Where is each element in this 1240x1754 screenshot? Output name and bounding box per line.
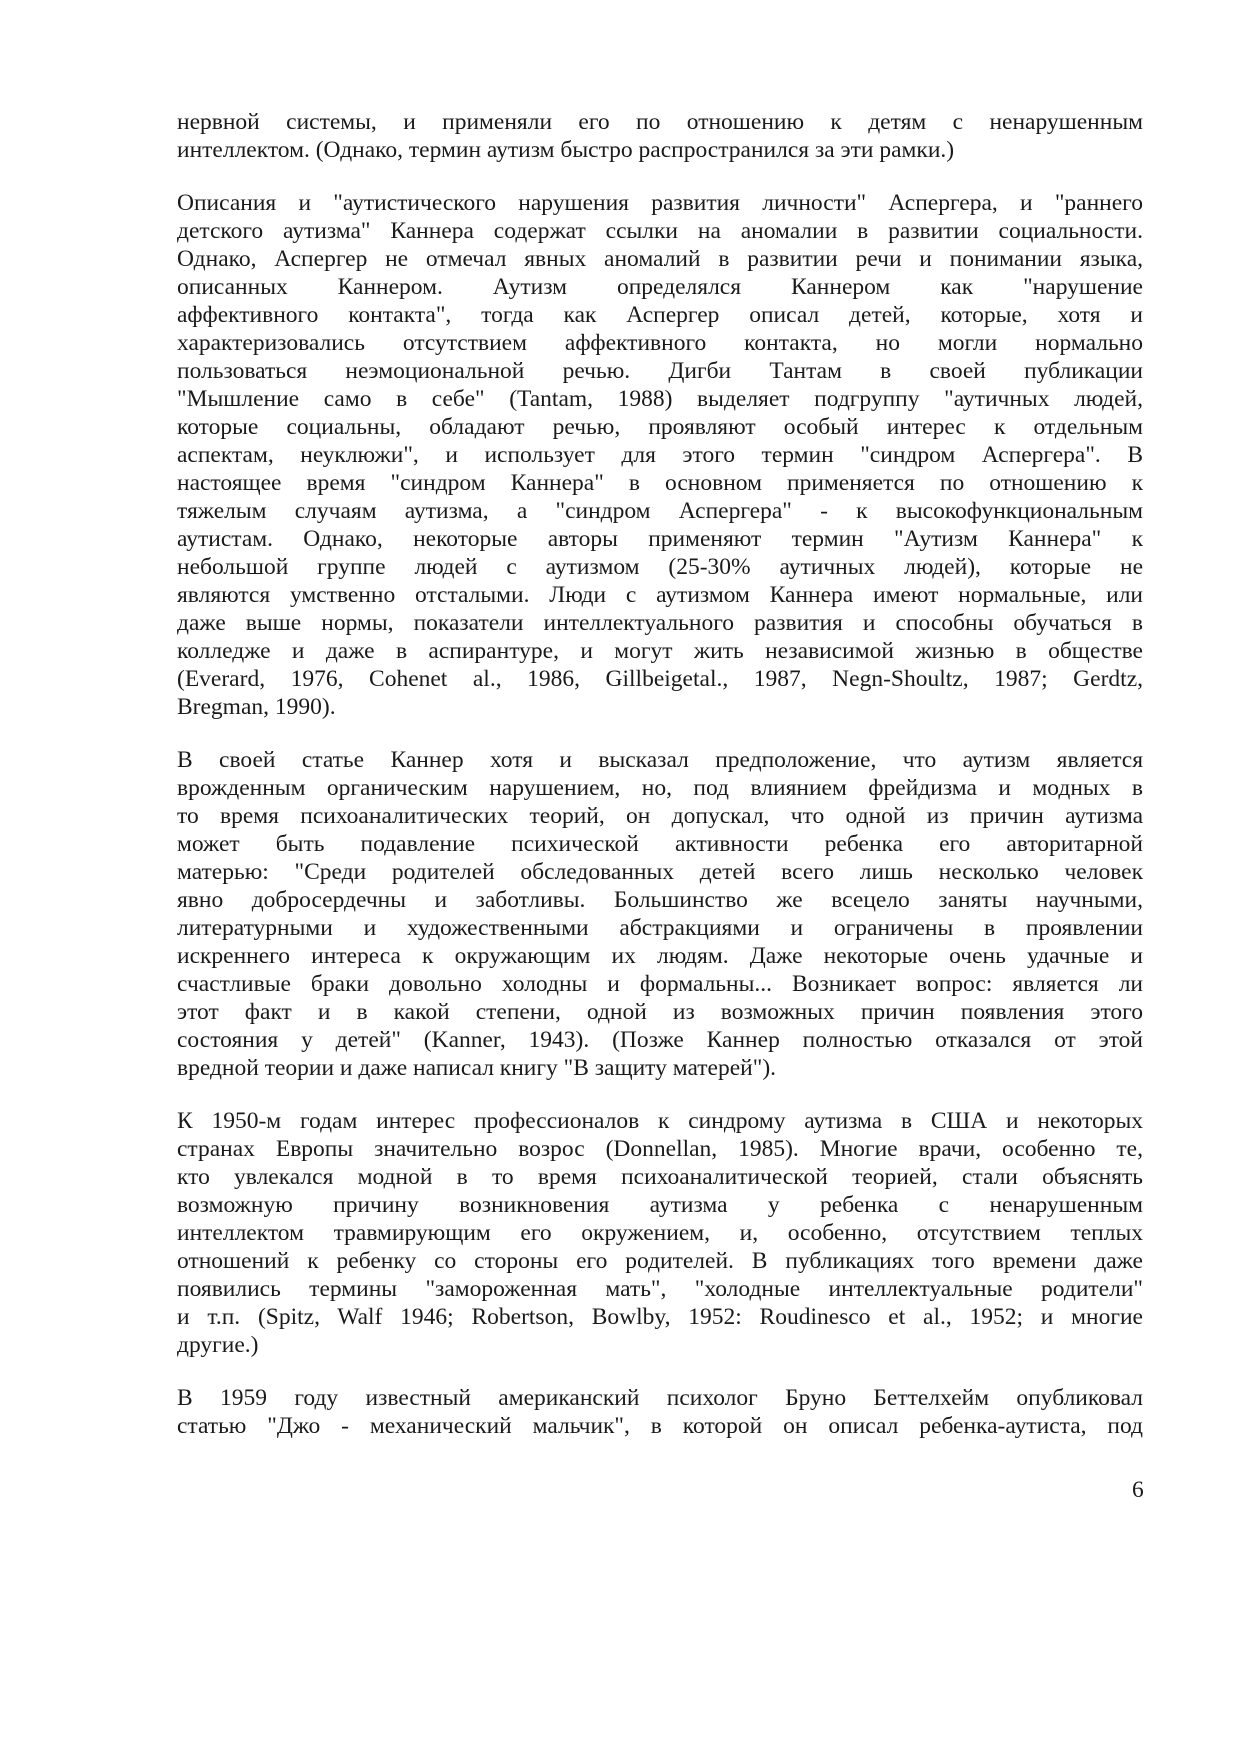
text-line: и т.п. (Spitz, Walf 1946; Robertson, Bowlby, 1952: Roudinesco et al., 1952; и многие (177, 1304, 1143, 1330)
text-line: счастливые браки довольно холодны и формальны... Возникает вопрос: является ли (177, 971, 1143, 997)
text-line: статью "Джо - механический мальчик", в которой он описал ребенка-аутиста, под (177, 1413, 1143, 1439)
paragraph (177, 1384, 1143, 1440)
text-line: тяжелым случаям аутизма, а "синдром Аспергера" - к высокофункциональным (177, 498, 1143, 524)
text-line: даже выше нормы, показатели интеллектуального развития и способны обучаться в (177, 610, 1143, 636)
text-line: матерью: "Среди родителей обследованных детей всего лишь несколько человек (177, 859, 1143, 885)
text-line: появились термины "замороженная мать", "холодные интеллектуальные родители" (177, 1276, 1143, 1302)
text-line: небольшой группе людей с аутизмом (25-30% аутичных людей), которые не (177, 554, 1143, 580)
paragraph (177, 746, 1143, 1082)
paragraph (177, 189, 1143, 721)
text-line: аффективного контакта", тогда как Аспергер описал детей, которые, хотя и (177, 302, 1143, 328)
text-line: К 1950-м годам интерес профессионалов к синдрому аутизма в США и некоторых (177, 1108, 1143, 1134)
text-line: детского аутизма" Каннера содержат ссылки на аномалии в развитии социальности. (177, 218, 1143, 244)
text-line: то время психоаналитических теорий, он допускал, что одной из причин аутизма (177, 803, 1143, 829)
paragraph (177, 1107, 1143, 1359)
text-line: литературными и художественными абстракциями и ограничены в проявлении (177, 915, 1143, 941)
text-line: аспектам, неуклюжи", и использует для этого термин "синдром Аспергера". В (177, 442, 1143, 468)
text-line: характеризовались отсутствием аффективного контакта, но могли нормально (177, 330, 1143, 356)
text-line: описанных Каннером. Аутизм определялся Каннером как "нарушение (177, 274, 1143, 300)
text-line: "Мышление само в себе" (Tantam, 1988) выделяет подгруппу "аутичных людей, (177, 386, 1143, 412)
page-number: 6 (1132, 1477, 1144, 1503)
text-line: врожденным органическим нарушением, но, под влиянием фрейдизма и модных в (177, 775, 1143, 801)
text-line: странах Европы значительно возрос (Donnellan, 1985). Многие врачи, особенно те, (177, 1136, 1143, 1162)
text-line: другие.) (177, 1332, 259, 1358)
text-line: кто увлекался модной в то время психоаналитической теорией, стали объяснять (177, 1164, 1143, 1190)
text-line: этот факт и в какой степени, одной из возможных причин появления этого (177, 999, 1143, 1025)
text-line: может быть подавление психической активности ребенка его авторитарной (177, 831, 1143, 857)
text-line: пользоваться неэмоциональной речью. Дигби Тантам в своей публикации (177, 358, 1143, 384)
text-line: возможную причину возникновения аутизма у ребенка с ненарушенным (177, 1192, 1143, 1218)
text-line: Однако, Аспергер не отмечал явных аномалий в развитии речи и понимании языка, (177, 246, 1143, 272)
text-line: (Everard, 1976, Cohenet al., 1986, Gillbeigetal., 1987, Negn-Shoultz, 1987; Gerdtz, (177, 666, 1143, 692)
text-line: явно добросердечны и заботливы. Большинство же всецело заняты научными, (177, 887, 1143, 913)
text-line: которые социальны, обладают речью, проявляют особый интерес к отдельным (177, 414, 1143, 440)
text-line: интеллектом. (Однако, термин аутизм быстро распространился за эти рамки.) (177, 137, 955, 163)
text-line: отношений к ребенку со стороны его родителей. В публикациях того времени даже (177, 1248, 1143, 1274)
text-line: колледже и даже в аспирантуре, и могут жить независимой жизнью в обществе (177, 638, 1143, 664)
text-line: интеллектом травмирующим его окружением, и, особенно, отсутствием теплых (177, 1220, 1143, 1246)
paragraph (177, 108, 1143, 164)
text-line: являются умственно отсталыми. Люди с аутизмом Каннера имеют нормальные, или (177, 582, 1143, 608)
text-line: состояния у детей" (Kanner, 1943). (Позже Каннер полностью отказался от этой (177, 1027, 1143, 1053)
text-line: Bregman, 1990). (177, 694, 336, 720)
text-line: В 1959 году известный американский психолог Бруно Беттелхейм опубликовал (177, 1385, 1143, 1411)
text-line: вредной теории и даже написал книгу "В защиту матерей"). (177, 1055, 777, 1081)
text-line: Описания и "аутистического нарушения развития личности" Аспергера, и "раннего (177, 190, 1143, 216)
text-line: аутистам. Однако, некоторые авторы применяют термин "Аутизм Каннера" к (177, 526, 1143, 552)
text-line: В своей статье Каннер хотя и высказал предположение, что аутизм является (177, 747, 1143, 773)
document-page (177, 108, 1143, 1465)
text-line: нервной системы, и применяли его по отношению к детям с ненарушенным (177, 109, 1143, 135)
text-line: настоящее время "синдром Каннера" в основном применяется по отношению к (177, 470, 1143, 496)
text-line: искреннего интереса к окружающим их людям. Даже некоторые очень удачные и (177, 943, 1143, 969)
